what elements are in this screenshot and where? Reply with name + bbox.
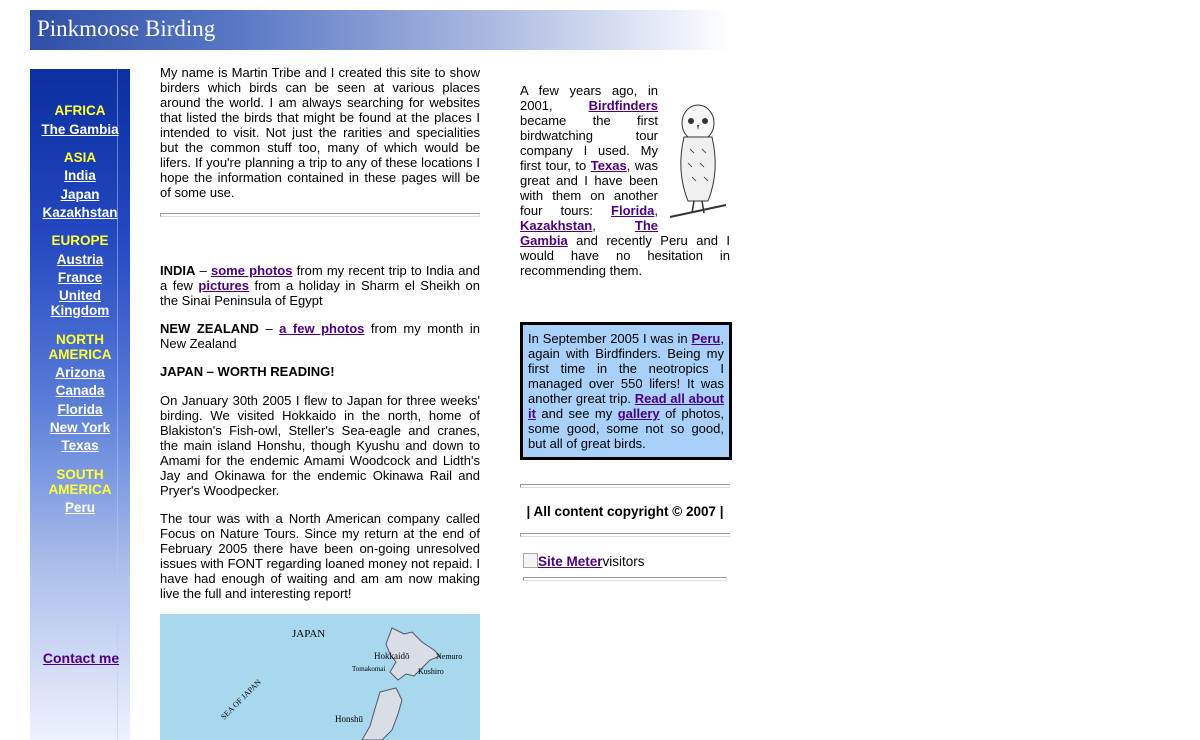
birdfinders-link[interactable]: Birdfinders [588,98,658,113]
map-label-hokkaido: Hokkaidō [374,651,410,661]
callout-text-1: In September 2005 I was in [528,331,692,346]
kazakhstan-link[interactable]: Kazakhstan [520,218,593,233]
japan-paragraph-2-block [160,511,480,601]
nav-heading-north-america: AMERICA [48,347,112,362]
nav-link-austria[interactable]: Austria [56,252,104,267]
peru-callout-box [520,322,732,460]
right-sep-2: , [592,218,635,233]
sharm-pictures-link[interactable]: pictures [198,278,249,293]
nav-heading-asia: ASIA [63,150,97,165]
india-photos-link[interactable]: some photos [211,263,293,278]
japan-paragraph-1-block [160,393,480,498]
nz-dash: – [258,321,280,336]
nav-link-new-york[interactable]: New York [49,420,111,435]
nav-link-texas[interactable]: Texas [61,438,99,453]
site-meter [523,553,645,569]
nav-heading-europe: EUROPE [51,233,109,248]
japan-paragraph-2: The tour was with a North American company called Focus on Nature Tours. Since my return at the end of February 2005 there have been on-going unresolved issues with FONT regarding loaned money not repaid. I have had enough of waiting and am am now making live the full and interesting report! [160,511,480,601]
map-label-sea-of-japan: SEA OF JAPAN [219,677,263,722]
nav-link-arizona[interactable]: Arizona [55,365,105,380]
japan-paragraph-1: On January 30th 2005 I flew to Japan for three weeks' birding. We visited Hokkaido in the north, home of Blakiston's Fish-owl, Steller's Sea-eagle and cranes, the main island Honshu, though Kyushu and down to Amami for the endemic Amami Woodcock and Lidth's Jay and Okinawa for the endemic Okinawa Rail and Pryer's Woodpecker. [160,393,480,498]
map-label-honshu: Honshū [335,714,364,724]
callout-text-2: , again with Birdfinders. Being my first time in the neotropics I managed over 550 lifers! It was another great trip. [528,331,724,406]
map-label-nemuro: Nemuro [436,652,463,661]
intro-paragraph: My name is Martin Tribe and I created this site to show birders which birds can be seen at various places around the world. I am always searching for websites that listed the birds that might be found at the places I intended to visit. Not just the rarities and specialities but the common stuff too, many of which would be lifers. If you're planning a trip to any of these locations I hope the information contained in these pages will be of some use. [160,65,480,200]
read-all-about-it-link[interactable]: Read all about it [528,391,724,421]
florida-link[interactable]: Florida [611,203,655,218]
japan-map-graphic [160,614,480,740]
nav-link-united-kingdom-2[interactable]: Kingdom [50,303,110,318]
nav-link-canada[interactable]: Canada [55,383,105,398]
india-text-1: from my recent trip to India and a few [160,263,480,293]
map-label-kushiro: Kushiro [418,667,444,676]
site-meter-text: visitors [602,554,645,569]
copyright-notice: | All content copyright © 2007 | [526,504,724,519]
nav-heading-north: NORTH [56,332,104,347]
japan-map [160,614,480,740]
india-section [160,263,480,308]
site-title: Pinkmoose Birding [37,16,216,41]
japan-heading: JAPAN – WORTH READING! [160,364,335,379]
honshu-island [362,688,402,740]
texas-link[interactable]: Texas [590,158,627,173]
right-text-1: A few years ago, in 2001, [520,83,658,113]
nav-link-the-gambia[interactable]: The Gambia [41,122,119,137]
nav-link-kazakhstan[interactable]: Kazakhstan [42,205,118,220]
nav-link-india[interactable]: India [64,168,96,183]
nz-section [160,321,480,351]
callout-text-3: and see my [535,406,618,421]
callout-text-4: of photos, some good, some not so good, but all of great birds. [528,406,724,451]
divider-rule-right-1 [520,484,730,488]
right-text-4: and recently Peru and I would have no hesitation in recommending them. [520,233,730,278]
nav-link-united-kingdom[interactable]: United [59,288,101,303]
site-meter-link[interactable]: Site Meter [538,554,603,569]
nav-heading-south-america: AMERICA [48,482,112,497]
gallery-link[interactable]: gallery [617,406,660,421]
india-dash: – [195,263,211,278]
gambia-link[interactable]: The Gambia [520,218,658,248]
sidebar-nav [30,69,130,740]
peru-link[interactable]: Peru [691,331,721,346]
divider-rule-right-3 [523,577,727,581]
nav-heading-south: SOUTH [56,467,104,482]
divider-rule-right-2 [520,533,730,537]
divider-rule [160,213,480,217]
intro-text [160,65,480,200]
site-banner [30,10,730,50]
japan-heading-block [160,364,480,379]
nav-link-florida[interactable]: Florida [57,402,103,417]
right-text-2: became the first birdwatching tour company I used. My first tour, to [520,113,658,173]
birdfinders-section [520,83,730,278]
nz-text: from my month in New Zealand [160,321,480,351]
nav-heading-africa: AFRICA [54,103,106,118]
owl-illustration [666,101,730,229]
right-text-3: , was great and I have been with them on another four tours: [520,158,659,218]
nav-link-japan[interactable]: Japan [60,187,100,202]
nav-link-france[interactable]: France [57,270,103,285]
india-text-2: from a holiday in Sharm el Sheikh on the Sinai Peninsula of Egypt [160,278,480,308]
map-title: JAPAN [292,628,326,640]
contact-me-link[interactable]: Contact me [42,650,120,666]
right-sep-1: , [654,203,658,218]
nz-photos-link[interactable]: a few photos [279,321,365,336]
broken-image-icon [523,553,538,568]
nav-link-peru[interactable]: Peru [64,500,95,515]
nz-label: NEW ZEALAND [160,321,259,336]
map-label-tomakomai: Tomakomai [352,665,386,673]
india-label: INDIA [160,263,196,278]
